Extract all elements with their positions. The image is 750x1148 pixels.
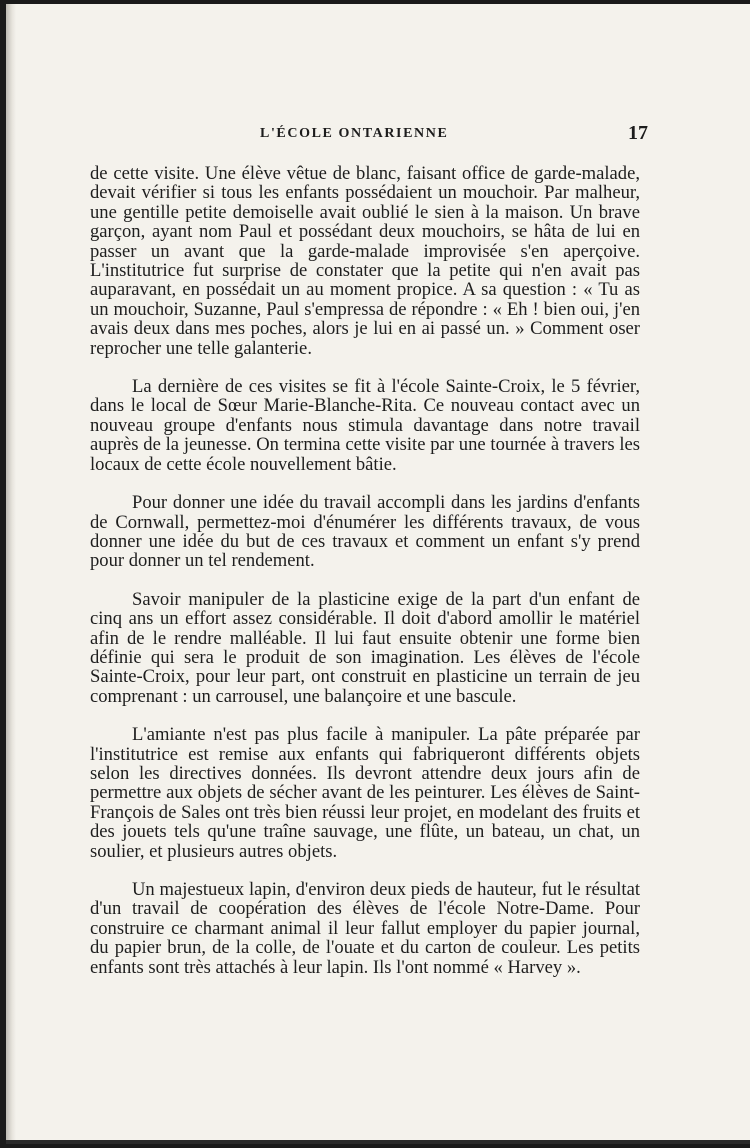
page-header bbox=[6, 122, 750, 150]
page-number: 17 bbox=[628, 122, 648, 144]
book-page bbox=[6, 4, 750, 1144]
page-gutter bbox=[6, 4, 16, 1144]
paragraph: La dernière de ces visites se fit à l'école Sainte-Croix, le 5 février, dans le local de Sœur Marie-Blanche-Rita. Ce nouveau contact avec un nouveau groupe d'enfants nous stimula davantage dans notre travail auprès de la jeunesse. On termina cette visite par une tournée à travers les locaux de cette école nouvellement bâtie. bbox=[90, 376, 640, 475]
paragraph: Savoir manipuler de la plasticine exige de la part d'un enfant de cinq ans un effort assez considérable. Il doit d'abord amollir le matériel afin de le rendre malléable. Il lui faut ensuite obtenir une forme bien définie qui sera le produit de son imagination. Les élèves de l'école Sainte-Croix, pour leur part, ont construit en plasticine un terrain de jeu comprenant : un carrousel, une balançoire et une bascule. bbox=[90, 588, 640, 707]
running-head: L'ÉCOLE ONTARIENNE bbox=[260, 126, 449, 141]
paragraph: Pour donner une idée du travail accompli dans les jardins d'enfants de Cornwall, permettez-moi d'énumérer les différents travaux, de vous donner une idée du but de ces travaux et comment un enfant s'y prend pour donner un tel rendement. bbox=[90, 492, 640, 572]
paragraph-continued: de cette visite. Une élève vêtue de blanc, faisant office de garde-malade, devait vérifier si tous les enfants possédaient un mouchoir. Par malheur, une gentille petite demoiselle avait oublié le sien à la maison. Un brave garçon, ayant nom Paul et possédant deux mouchoirs, se hâta de lui en passer un avant que la garde-malade improvisée s'en aperçoive. L'institutrice fut surprise de constater que la petite qui n'en avait pas auparavant, en possédait un au moment propice. A sa question : « Tu as un mouchoir, Suzanne, Paul s'empressa de répondre : « Eh ! bien oui, j'en avais deux dans mes poches, alors je lui en ai passé un. » Comment oser reprocher une telle galanterie. bbox=[90, 163, 640, 359]
paragraph: Un majestueux lapin, d'environ deux pieds de hauteur, fut le résultat d'un travail de coopération des élèves de l'école Notre-Dame. Pour construire ce charmant animal il leur fallut employer du papier journal, du papier brun, de la colle, de l'ouate et du carton de couleur. Les petits enfants sont très attachés à leur lapin. Ils l'ont nommé « Harvey ». bbox=[90, 879, 640, 978]
page-bottom-edge bbox=[6, 1140, 750, 1144]
body-text bbox=[90, 164, 640, 977]
paragraph: L'amiante n'est pas plus facile à manipuler. La pâte préparée par l'institutrice est remise aux enfants qui fabriqueront différents objets selon les directives données. Ils devront attendre deux jours afin de permettre aux objets de sécher avant de les peinturer. Les élèves de Saint-François de Sales ont très bien réussi leur projet, en modelant des fruits et des jouets tels qu'une traîne sauvage, une flûte, un bateau, un chat, un soulier, et plusieurs autres objets. bbox=[90, 724, 640, 862]
